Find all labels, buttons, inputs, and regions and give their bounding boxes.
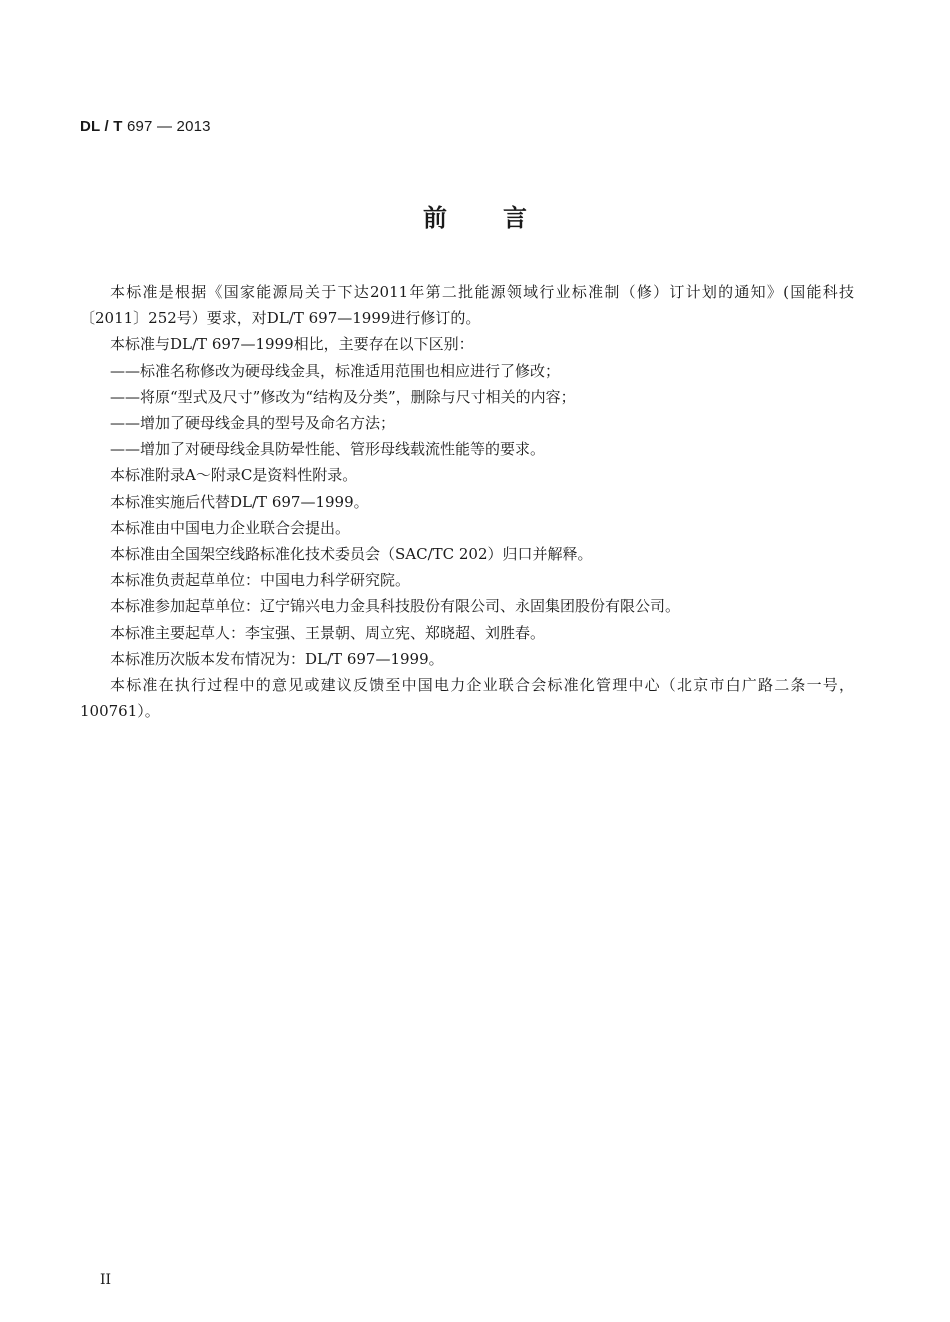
paragraph-main-drafters: 本标准主要起草人：李宝强、王景朝、周立宪、郑晓超、刘胜春。 bbox=[110, 623, 546, 642]
difference-item: ——增加了硬母线金具的型号及命名方法； bbox=[110, 414, 396, 433]
paragraph-replaces: 本标准实施后代替DL/T 697—1999。 bbox=[110, 492, 369, 511]
document-code-number: 697 — 2013 bbox=[122, 118, 211, 135]
paragraph-version-history: 本标准历次版本发布情况为：DL/T 697—1999。 bbox=[110, 649, 444, 668]
foreword-body bbox=[80, 279, 854, 724]
document-code bbox=[80, 118, 211, 135]
section-title: 前言 bbox=[423, 204, 583, 232]
paragraph-participating-drafters: 本标准参加起草单位：辽宁锦兴电力金具科技股份有限公司、永固集团股份有限公司。 bbox=[110, 597, 681, 616]
difference-item: ——将原“型式及尺寸”修改为“结构及分类”，删除与尺寸相关的内容； bbox=[110, 387, 576, 406]
difference-item: ——增加了对硬母线金具防晕性能、管形母线载流性能等的要求。 bbox=[110, 440, 546, 459]
paragraph-differences-intro: 本标准与DL/T 697—1999相比，主要存在以下区别： bbox=[110, 335, 474, 354]
paragraph-proposer: 本标准由中国电力企业联合会提出。 bbox=[110, 518, 351, 537]
paragraph-lead-drafter: 本标准负责起草单位：中国电力科学研究院。 bbox=[110, 571, 411, 590]
paragraph-appendix: 本标准附录A～附录C是资料性附录。 bbox=[110, 466, 358, 485]
paragraph-committee: 本标准由全国架空线路标准化技术委员会（SAC/TC 202）归口并解释。 bbox=[110, 545, 593, 564]
document-code-prefix: DL / T bbox=[80, 118, 123, 135]
paragraph-basis: 本标准是根据《国家能源局关于下达2011年第二批能源领域行业标准制（修）订计划的通知》(国能科技〔2011〕252号）要求，对DL/T 697—1999进行修订的。 bbox=[80, 283, 854, 328]
difference-item: ——标准名称修改为硬母线金具，标准适用范围也相应进行了修改； bbox=[110, 361, 561, 380]
paragraph-feedback: 本标准在执行过程中的意见或建议反馈至中国电力企业联合会标准化管理中心（北京市白广路二条一号，100761）。 bbox=[80, 676, 854, 721]
page-number: II bbox=[100, 1272, 112, 1288]
